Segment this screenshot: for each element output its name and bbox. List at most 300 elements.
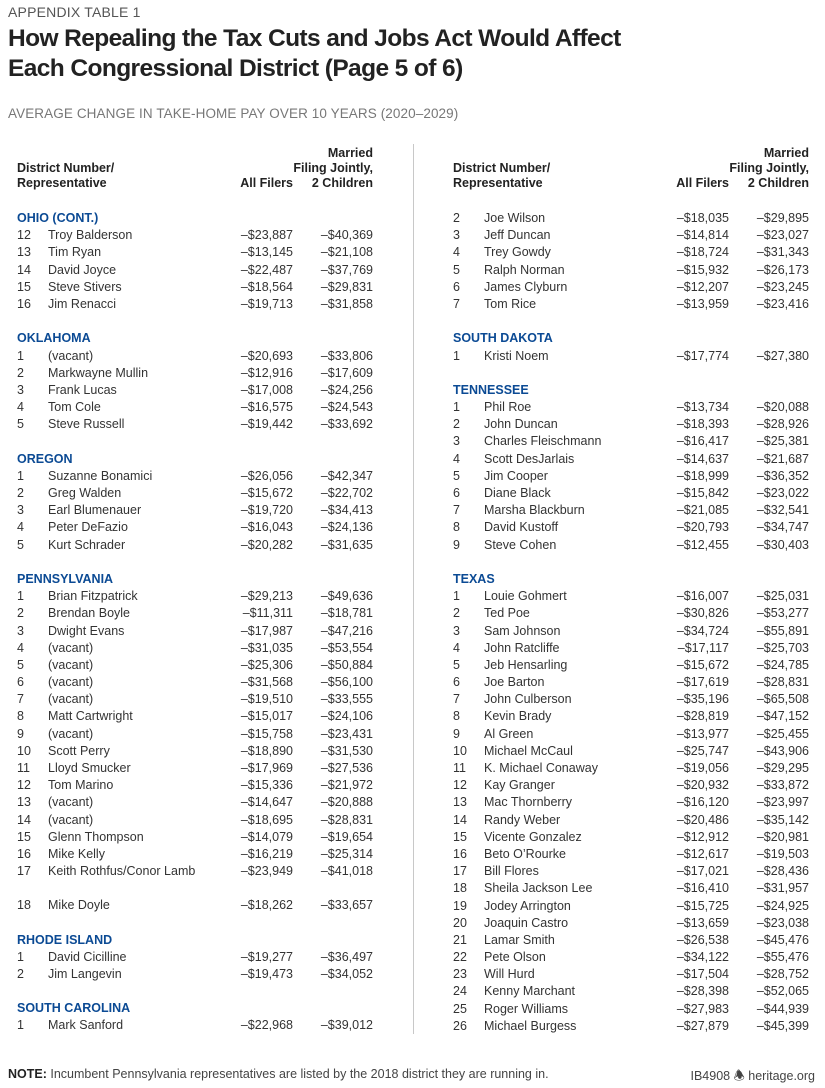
representative-name: (vacant): [48, 795, 94, 810]
site-name: heritage.org: [748, 1069, 815, 1083]
representative-name: (vacant): [48, 640, 94, 655]
all-filers-value: –$19,442: [240, 417, 293, 432]
representative-name: Steve Russell: [48, 417, 125, 432]
all-filers-value: –$17,504: [676, 967, 729, 982]
footnote: [8, 1067, 549, 1081]
married-filing-jointly-value: –$28,831: [320, 812, 373, 827]
representative-name: Keith Rothfus/Conor Lamb: [48, 864, 196, 879]
married-filing-jointly-value: –$35,142: [756, 812, 809, 827]
district-number: 12: [453, 778, 467, 793]
district-number: 17: [453, 864, 467, 879]
district-number: 18: [453, 881, 467, 896]
table-row: [17, 1017, 397, 1034]
all-filers-value: –$17,021: [676, 864, 729, 879]
married-filing-jointly-value: –$31,343: [756, 245, 809, 260]
all-filers-value: –$14,079: [240, 829, 293, 844]
district-number: 3: [453, 228, 460, 243]
district-number: 16: [17, 296, 31, 311]
district-number: 2: [17, 606, 24, 621]
table-row: [453, 640, 825, 657]
table-row: [17, 244, 397, 261]
representative-name: (vacant): [48, 348, 94, 363]
table-row: [17, 468, 397, 485]
district-number: 21: [453, 932, 467, 947]
table-header: [17, 146, 397, 206]
state-heading: RHODE ISLAND: [17, 932, 113, 947]
all-filers-value: –$20,693: [240, 348, 293, 363]
representative-name: Phil Roe: [484, 400, 532, 415]
married-filing-jointly-value: –$31,530: [320, 743, 373, 758]
all-filers-value: –$15,932: [676, 262, 729, 277]
district-number: 6: [17, 675, 24, 690]
section-spacer: [17, 433, 397, 450]
table-row: [453, 451, 825, 468]
state-heading: SOUTH DAKOTA: [453, 331, 553, 346]
district-number: 2: [453, 606, 460, 621]
state-heading: OREGON: [17, 451, 73, 466]
married-filing-jointly-value: –$33,555: [320, 692, 373, 707]
married-filing-jointly-value: –$23,245: [756, 279, 809, 294]
married-filing-jointly-value: –$27,380: [756, 348, 809, 363]
all-filers-value: –$15,672: [676, 657, 729, 672]
state-heading: SOUTH CAROLINA: [17, 1001, 131, 1016]
district-number: 4: [17, 520, 24, 535]
married-filing-jointly-value: –$28,926: [756, 417, 809, 432]
representative-name: James Clyburn: [484, 279, 568, 294]
married-filing-jointly-value: –$36,497: [320, 949, 373, 964]
table-row: [453, 674, 825, 691]
district-number: 13: [453, 795, 467, 810]
table-row: [453, 485, 825, 502]
representative-name: Markwayne Mullin: [48, 365, 149, 380]
married-filing-jointly-value: –$21,687: [756, 451, 809, 466]
all-filers-value: –$17,987: [240, 623, 293, 638]
married-filing-jointly-value: –$33,806: [320, 348, 373, 363]
married-filing-jointly-value: –$28,752: [756, 967, 809, 982]
married-filing-jointly-value: –$25,031: [756, 589, 809, 604]
table-row: [453, 519, 825, 536]
header-mfj-line-2: Filing Jointly,: [293, 161, 373, 175]
table-row: [17, 897, 397, 914]
district-number: 7: [453, 503, 460, 518]
representative-name: John Culberson: [484, 692, 572, 707]
representative-name: Dwight Evans: [48, 623, 125, 638]
table-row: [453, 794, 825, 811]
married-filing-jointly-value: –$53,277: [756, 606, 809, 621]
all-filers-value: –$12,916: [240, 365, 293, 380]
all-filers-value: –$28,819: [676, 709, 729, 724]
district-number: 15: [17, 279, 31, 294]
married-filing-jointly-value: –$50,884: [320, 657, 373, 672]
married-filing-jointly-value: –$24,925: [756, 898, 809, 913]
district-number: 13: [17, 245, 31, 260]
all-filers-value: –$18,999: [676, 468, 729, 483]
representative-name: Mike Kelly: [48, 846, 105, 861]
representative-name: Beto O’Rourke: [484, 846, 566, 861]
table-row: [453, 244, 825, 261]
state-heading: PENNSYLVANIA: [17, 571, 114, 586]
table-row: [17, 829, 397, 846]
representative-name: Matt Cartwright: [48, 709, 133, 724]
district-number: 6: [453, 675, 460, 690]
all-filers-value: –$27,879: [676, 1018, 729, 1033]
married-filing-jointly-value: –$25,703: [756, 640, 809, 655]
table-row: [17, 227, 397, 244]
note-label: NOTE:: [8, 1067, 47, 1081]
district-number: 9: [17, 726, 24, 741]
married-filing-jointly-value: –$27,536: [320, 761, 373, 775]
all-filers-value: –$35,196: [676, 692, 729, 707]
table-row: [453, 279, 825, 296]
representative-name: (vacant): [48, 726, 94, 741]
table-subtitle: AVERAGE CHANGE IN TAKE-HOME PAY OVER 10 YEARS (2020–2029): [8, 106, 459, 121]
table-row: [453, 691, 825, 708]
table-row: [17, 657, 397, 674]
representative-name: Will Hurd: [484, 967, 535, 982]
district-number: 2: [17, 966, 24, 981]
district-number: 5: [453, 468, 460, 483]
district-number: 1: [17, 468, 24, 483]
representative-name: (vacant): [48, 812, 94, 827]
representative-name: Kay Granger: [484, 778, 555, 793]
district-number: 3: [17, 623, 24, 638]
married-filing-jointly-value: –$19,654: [320, 829, 373, 844]
table-row: [453, 932, 825, 949]
all-filers-value: –$18,564: [240, 279, 293, 294]
table-row: [453, 760, 825, 777]
married-filing-jointly-value: –$25,314: [320, 846, 373, 861]
table-row: [453, 605, 825, 622]
district-number: 17: [17, 864, 31, 879]
header-representative: [453, 161, 603, 191]
table-row: [453, 949, 825, 966]
district-number: 7: [453, 692, 460, 707]
married-filing-jointly-value: –$24,256: [320, 382, 373, 397]
table-row: [453, 812, 825, 829]
representative-name: Joe Barton: [484, 675, 545, 690]
table-row: [453, 966, 825, 983]
table-row: [453, 348, 825, 365]
representative-name: Kevin Brady: [484, 709, 552, 724]
district-number: 12: [17, 778, 31, 793]
district-number: 8: [17, 709, 24, 724]
all-filers-value: –$16,219: [240, 846, 293, 861]
table-row: [17, 502, 397, 519]
married-filing-jointly-value: –$47,216: [320, 623, 373, 638]
district-number: 8: [453, 709, 460, 724]
married-filing-jointly-value: –$31,858: [320, 296, 373, 311]
header-mfj-line-2: Filing Jointly,: [729, 161, 809, 175]
all-filers-value: –$12,207: [676, 279, 729, 294]
table-row: [453, 416, 825, 433]
married-filing-jointly-value: –$30,403: [756, 537, 809, 552]
state-heading: OHIO (CONT.): [17, 211, 99, 225]
district-number: 7: [453, 296, 460, 311]
all-filers-value: –$20,282: [240, 537, 293, 552]
all-filers-value: –$17,008: [240, 382, 293, 397]
section-spacer: [453, 365, 825, 382]
report-id: IB4908: [690, 1069, 731, 1083]
married-filing-jointly-value: –$55,476: [756, 950, 809, 965]
married-filing-jointly-value: –$21,108: [320, 245, 373, 260]
table-row: [453, 880, 825, 897]
all-filers-value: –$25,747: [676, 743, 729, 758]
table-row: [17, 416, 397, 433]
district-number: 2: [17, 486, 24, 500]
all-filers-value: –$14,647: [240, 795, 293, 810]
married-filing-jointly-value: –$17,609: [320, 365, 373, 380]
representative-name: Tom Cole: [48, 400, 101, 415]
table-row: [17, 296, 397, 313]
all-filers-value: –$22,968: [240, 1018, 293, 1033]
representative-name: K. Michael Conaway: [484, 761, 598, 775]
title-line-2: Each Congressional District (Page 5 of 6): [8, 55, 463, 82]
representative-name: Jeb Hensarling: [484, 657, 568, 672]
all-filers-value: –$29,213: [240, 589, 293, 604]
representative-name: Al Green: [484, 726, 534, 741]
table-row: [17, 743, 397, 760]
married-filing-jointly-value: –$40,369: [320, 228, 373, 243]
all-filers-value: –$30,826: [676, 606, 729, 621]
table-row: [17, 485, 397, 502]
married-filing-jointly-value: –$21,972: [320, 778, 373, 793]
district-number: 4: [453, 451, 460, 466]
married-filing-jointly-value: –$26,173: [756, 262, 809, 277]
table-row: [453, 623, 825, 640]
district-number: 8: [453, 520, 460, 535]
representative-name: Kristi Noem: [484, 348, 549, 363]
representative-name: Brendan Boyle: [48, 606, 131, 621]
district-number: 1: [17, 348, 24, 363]
representative-name: Vicente Gonzalez: [484, 829, 582, 844]
district-number: 9: [453, 726, 460, 741]
married-filing-jointly-value: –$45,399: [756, 1018, 809, 1033]
table-row: [453, 743, 825, 760]
married-filing-jointly-value: –$24,543: [320, 400, 373, 415]
table-row: [17, 966, 397, 983]
married-filing-jointly-value: –$55,891: [756, 623, 809, 638]
married-filing-jointly-value: –$45,476: [756, 932, 809, 947]
table-row: [17, 949, 397, 966]
all-filers-value: –$12,617: [676, 846, 729, 861]
district-number: 23: [453, 967, 467, 982]
all-filers-value: –$26,056: [240, 468, 293, 483]
representative-name: Lamar Smith: [484, 932, 555, 947]
district-number: 11: [453, 761, 466, 775]
married-filing-jointly-value: –$23,431: [320, 726, 373, 741]
table-row: [17, 794, 397, 811]
all-filers-value: –$15,725: [676, 898, 729, 913]
representative-name: Jim Renacci: [48, 296, 117, 311]
district-number: 1: [17, 949, 24, 964]
married-filing-jointly-value: –$23,038: [756, 915, 809, 930]
table-row: [17, 279, 397, 296]
all-filers-value: –$16,007: [676, 589, 729, 604]
section-spacer: [17, 914, 397, 931]
all-filers-value: –$34,122: [676, 950, 729, 965]
header-mfj-line-1: Married: [327, 146, 373, 160]
all-filers-value: –$16,417: [676, 434, 729, 449]
section-spacer: [17, 554, 397, 571]
table-row: [453, 726, 825, 743]
title-line-1: How Repealing the Tax Cuts and Jobs Act Would Affect: [8, 25, 621, 52]
header-rep-line-1: District Number/: [453, 161, 551, 175]
representative-name: Trey Gowdy: [484, 245, 551, 260]
table-row: [17, 537, 397, 554]
header-rep-line-1: District Number/: [17, 161, 115, 175]
all-filers-value: –$19,510: [240, 692, 293, 707]
representative-name: Kurt Schrader: [48, 537, 126, 552]
representative-name: David Cicilline: [48, 949, 127, 964]
all-filers-value: –$18,724: [676, 245, 729, 260]
table-header: [453, 146, 825, 206]
all-filers-value: –$20,486: [676, 812, 729, 827]
district-number: 24: [453, 984, 467, 999]
district-number: 3: [17, 382, 24, 397]
married-filing-jointly-value: –$23,022: [756, 486, 809, 500]
representative-name: Jeff Duncan: [484, 228, 551, 243]
eyebrow-label: APPENDIX TABLE 1: [8, 4, 141, 20]
all-filers-value: –$14,814: [676, 228, 729, 243]
married-filing-jointly-value: –$29,295: [756, 761, 809, 775]
married-filing-jointly-value: –$34,413: [320, 503, 373, 518]
state-heading: TEXAS: [453, 571, 495, 586]
married-filing-jointly-value: –$19,503: [756, 846, 809, 861]
representative-name: Glenn Thompson: [48, 829, 144, 844]
representative-name: Diane Black: [484, 486, 551, 500]
married-filing-jointly-value: –$20,888: [320, 795, 373, 810]
table-row: [17, 691, 397, 708]
all-filers-value: –$15,672: [240, 486, 293, 500]
all-filers-value: –$12,912: [676, 829, 729, 844]
all-filers-value: –$17,774: [676, 348, 729, 363]
table-row: [17, 812, 397, 829]
table-row: [17, 623, 397, 640]
representative-name: Michael Burgess: [484, 1018, 577, 1033]
all-filers-value: –$15,017: [240, 709, 293, 724]
married-filing-jointly-value: –$23,997: [756, 795, 809, 810]
district-number: 20: [453, 915, 467, 930]
source-credit: [690, 1067, 815, 1088]
all-filers-value: –$17,117: [677, 640, 729, 655]
all-filers-value: –$31,568: [240, 675, 293, 690]
district-number: 1: [453, 348, 460, 363]
table-row: [453, 262, 825, 279]
all-filers-value: –$17,969: [240, 761, 293, 775]
table-row: [453, 846, 825, 863]
married-filing-jointly-value: –$47,152: [756, 709, 809, 724]
table-row: [17, 863, 397, 897]
representative-name: Troy Balderson: [48, 228, 133, 243]
representative-name: (vacant): [48, 675, 94, 690]
all-filers-value: –$28,398: [676, 984, 729, 999]
table-body-left: [17, 210, 397, 1035]
representative-name: Brian Fitzpatrick: [48, 589, 138, 604]
all-filers-value: –$18,393: [676, 417, 729, 432]
all-filers-value: –$13,959: [676, 296, 729, 311]
representative-name: Steve Cohen: [484, 537, 557, 552]
district-number: 15: [453, 829, 467, 844]
married-filing-jointly-value: –$29,895: [756, 211, 809, 225]
all-filers-value: –$16,410: [676, 881, 729, 896]
all-filers-value: –$18,262: [240, 898, 293, 913]
married-filing-jointly-value: –$44,939: [756, 1001, 809, 1016]
table-row: [17, 519, 397, 536]
header-mfj-line-1: Married: [763, 146, 809, 160]
table-row: [453, 657, 825, 674]
table-row: [17, 674, 397, 691]
all-filers-value: –$15,758: [240, 726, 293, 741]
table-row: [453, 502, 825, 519]
header-representative: [17, 161, 167, 191]
all-filers-value: –$18,035: [676, 211, 729, 225]
representative-name: Sheila Jackson Lee: [484, 881, 593, 896]
representative-name: David Joyce: [48, 262, 117, 277]
married-filing-jointly-value: –$22,702: [320, 486, 373, 500]
representative-name: Mark Sanford: [48, 1018, 124, 1033]
married-filing-jointly-value: –$32,541: [756, 503, 809, 518]
table-row: [453, 1018, 825, 1035]
state-heading: TENNESSEE: [453, 382, 529, 397]
married-filing-jointly-value: –$33,657: [320, 898, 373, 913]
district-number: 4: [453, 245, 460, 260]
representative-name: Tom Rice: [484, 296, 537, 311]
district-number: 10: [17, 743, 31, 758]
all-filers-value: –$11,311: [242, 606, 293, 621]
column-divider: [413, 144, 414, 1034]
married-filing-jointly-value: –$28,436: [756, 864, 809, 879]
married-filing-jointly-value: –$25,381: [756, 434, 809, 449]
representative-name: Peter DeFazio: [48, 520, 128, 535]
table-row: [17, 348, 397, 365]
table-row: [17, 726, 397, 743]
district-number: 5: [17, 657, 24, 672]
table-row: [453, 777, 825, 794]
district-number: 2: [453, 417, 460, 432]
all-filers-value: –$26,538: [676, 932, 729, 947]
married-filing-jointly-value: –$25,455: [756, 726, 809, 741]
section-spacer: [17, 983, 397, 1000]
district-number: 18: [17, 898, 31, 913]
all-filers-value: –$13,734: [676, 400, 729, 415]
district-number: 22: [453, 950, 467, 965]
married-filing-jointly-value: –$31,635: [320, 537, 373, 552]
table-row: [453, 588, 825, 605]
table-row: [17, 382, 397, 399]
representative-name: John Duncan: [484, 417, 558, 432]
all-filers-value: –$17,619: [676, 675, 729, 690]
married-filing-jointly-value: –$34,052: [320, 966, 373, 981]
table-row: [17, 262, 397, 279]
district-number: 6: [453, 486, 460, 500]
married-filing-jointly-value: –$65,508: [756, 692, 809, 707]
section-spacer: [453, 313, 825, 330]
married-filing-jointly-value: –$34,747: [756, 520, 809, 535]
table-row: [17, 760, 397, 777]
table-row: [17, 588, 397, 605]
district-number: 16: [453, 846, 467, 861]
state-heading: OKLAHOMA: [17, 331, 91, 346]
table-row: [17, 605, 397, 622]
all-filers-value: –$16,043: [240, 520, 293, 535]
table-row: [453, 296, 825, 313]
table-row: [453, 433, 825, 450]
married-filing-jointly-value: –$33,872: [756, 778, 809, 793]
bell-icon: 🕭: [733, 1069, 745, 1083]
district-number: 25: [453, 1001, 467, 1016]
table-row: [453, 898, 825, 915]
district-number: 1: [453, 589, 460, 604]
